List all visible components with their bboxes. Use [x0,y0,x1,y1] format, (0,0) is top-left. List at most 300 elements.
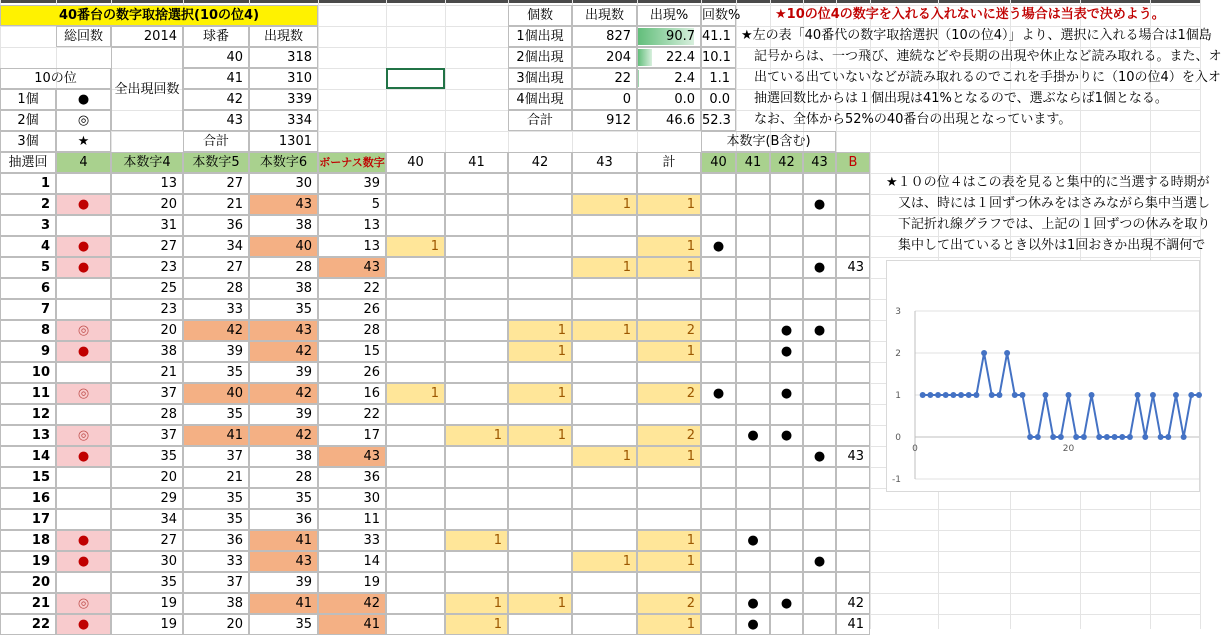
cell-d[interactable]: 28 [318,320,386,341]
cell-d[interactable]: 30 [318,488,386,509]
cell-d41[interactable] [445,173,508,194]
cell-h43[interactable]: ● [803,551,836,572]
cell-h43[interactable] [803,173,836,194]
header-6[interactable]: 40 [386,152,445,173]
cell-m[interactable]: ◎ [56,425,111,446]
cell-b[interactable]: 37 [183,446,249,467]
cell-h42[interactable] [770,236,803,257]
cell-h41[interactable] [736,257,770,278]
cell-h42[interactable]: ● [770,320,803,341]
cell-bn[interactable] [836,467,870,488]
cell-m[interactable]: ● [56,236,111,257]
cell-d43[interactable] [572,173,637,194]
cell-d43[interactable] [572,467,637,488]
cell-h40[interactable] [701,341,736,362]
cell-t[interactable]: 2 [637,320,701,341]
cell-b[interactable]: 38 [183,593,249,614]
cell-d40[interactable] [386,320,445,341]
cell-n[interactable]: 2 [0,194,56,215]
cell-d[interactable]: 15 [318,341,386,362]
cell-d41[interactable] [445,215,508,236]
cell-d42[interactable] [508,299,572,320]
cell-c[interactable]: 30 [249,173,318,194]
cell-d43[interactable]: 1 [572,446,637,467]
cell-a[interactable]: 19 [111,593,183,614]
cell-d43[interactable] [572,404,637,425]
cell-t[interactable] [637,215,701,236]
cell-t[interactable] [637,509,701,530]
cell-c[interactable]: 36 [249,509,318,530]
cell-h41[interactable]: ● [736,593,770,614]
cell-a[interactable]: 29 [111,488,183,509]
cell-n[interactable]: 7 [0,299,56,320]
cell-h40[interactable] [701,488,736,509]
cell-bn[interactable] [836,236,870,257]
cell-bn[interactable] [836,488,870,509]
header-13[interactable]: 42 [770,152,803,173]
header-7[interactable]: 41 [445,152,508,173]
header-10[interactable]: 計 [637,152,701,173]
cell-h40[interactable] [701,194,736,215]
cell-d40[interactable]: 1 [386,236,445,257]
cell-m[interactable]: ● [56,257,111,278]
cell-h40[interactable] [701,215,736,236]
cell-h42[interactable] [770,194,803,215]
cell-bn[interactable] [836,362,870,383]
cell-t[interactable] [637,278,701,299]
cell-d[interactable]: 11 [318,509,386,530]
cell-bn[interactable] [836,509,870,530]
cell-c[interactable]: 28 [249,257,318,278]
cell-d40[interactable] [386,593,445,614]
cell-m[interactable] [56,467,111,488]
cell-h42[interactable] [770,446,803,467]
cell-bn[interactable]: 43 [836,446,870,467]
cell-b[interactable]: 33 [183,299,249,320]
cell-d42[interactable]: 1 [508,383,572,404]
cell-d42[interactable] [508,278,572,299]
cell-m[interactable] [56,215,111,236]
cell-m[interactable]: ● [56,614,111,635]
cell-d[interactable]: 17 [318,425,386,446]
cell-d42[interactable] [508,173,572,194]
cell-h42[interactable] [770,572,803,593]
cell-t[interactable]: 1 [637,530,701,551]
cell-a[interactable]: 25 [111,278,183,299]
cell-h41[interactable] [736,509,770,530]
cell-h42[interactable]: ● [770,341,803,362]
header-4[interactable]: 本数字6 [249,152,318,173]
cell-d42[interactable] [508,236,572,257]
cell-b[interactable]: 40 [183,383,249,404]
cell-bn[interactable] [836,425,870,446]
cell-h41[interactable]: ● [736,530,770,551]
cell-d42[interactable] [508,257,572,278]
cell-d[interactable]: 13 [318,215,386,236]
cell-n[interactable]: 16 [0,488,56,509]
header-0[interactable]: 抽選回 [0,152,56,173]
header-2[interactable]: 本数字4 [111,152,183,173]
cell-n[interactable]: 17 [0,509,56,530]
cell-d[interactable]: 43 [318,446,386,467]
cell-b[interactable]: 21 [183,194,249,215]
cell-b[interactable]: 37 [183,572,249,593]
cell-h42[interactable] [770,299,803,320]
cell-bn[interactable] [836,341,870,362]
cell-d42[interactable] [508,551,572,572]
cell-n[interactable]: 5 [0,257,56,278]
cell-n[interactable]: 6 [0,278,56,299]
cell-h41[interactable] [736,404,770,425]
cell-bn[interactable] [836,320,870,341]
cell-d[interactable]: 13 [318,236,386,257]
cell-m[interactable] [56,509,111,530]
cell-d43[interactable] [572,278,637,299]
cell-bn[interactable] [836,530,870,551]
cell-d[interactable]: 41 [318,614,386,635]
cell-c[interactable]: 40 [249,236,318,257]
cell-h40[interactable] [701,320,736,341]
line-chart[interactable] [886,260,1200,492]
cell-h43[interactable] [803,614,836,635]
cell-h40[interactable] [701,425,736,446]
cell-h42[interactable] [770,614,803,635]
cell-h41[interactable] [736,362,770,383]
cell-m[interactable] [56,362,111,383]
cell-bn[interactable] [836,173,870,194]
cell-d[interactable]: 14 [318,551,386,572]
cell-d42[interactable] [508,530,572,551]
cell-d43[interactable] [572,299,637,320]
cell-bn[interactable] [836,572,870,593]
cell-h42[interactable] [770,404,803,425]
cell-a[interactable]: 31 [111,215,183,236]
cell-h43[interactable] [803,572,836,593]
header-9[interactable]: 43 [572,152,637,173]
cell-c[interactable]: 35 [249,299,318,320]
cell-m[interactable]: ● [56,341,111,362]
cell-d43[interactable]: 1 [572,320,637,341]
cell-h40[interactable] [701,278,736,299]
cell-d[interactable]: 16 [318,383,386,404]
cell-d42[interactable]: 1 [508,593,572,614]
cell-bn[interactable] [836,299,870,320]
cell-c[interactable]: 35 [249,614,318,635]
cell-m[interactable] [56,572,111,593]
cell-h40[interactable] [701,362,736,383]
cell-t[interactable] [637,488,701,509]
cell-a[interactable]: 27 [111,530,183,551]
cell-h41[interactable] [736,299,770,320]
cell-h42[interactable] [770,488,803,509]
cell-d41[interactable]: 1 [445,593,508,614]
cell-b[interactable]: 42 [183,320,249,341]
cell-h40[interactable] [701,404,736,425]
cell-b[interactable]: 35 [183,509,249,530]
cell-h43[interactable] [803,404,836,425]
cell-n[interactable]: 3 [0,215,56,236]
cell-d42[interactable] [508,404,572,425]
cell-a[interactable]: 34 [111,509,183,530]
cell-n[interactable]: 9 [0,341,56,362]
cell-t[interactable] [637,404,701,425]
cell-c[interactable]: 35 [249,488,318,509]
cell-d43[interactable]: 1 [572,194,637,215]
cell-d40[interactable] [386,425,445,446]
cell-b[interactable]: 27 [183,257,249,278]
cell-d43[interactable] [572,530,637,551]
cell-h41[interactable]: ● [736,425,770,446]
cell-t[interactable] [637,299,701,320]
cell-d43[interactable] [572,362,637,383]
cell-d40[interactable] [386,194,445,215]
cell-a[interactable]: 23 [111,299,183,320]
cell-c[interactable]: 42 [249,383,318,404]
cell-d40[interactable] [386,215,445,236]
cell-bn[interactable]: 42 [836,593,870,614]
cell-d40[interactable] [386,467,445,488]
cell-h41[interactable] [736,173,770,194]
cell-h40[interactable] [701,467,736,488]
cell-h40[interactable] [701,530,736,551]
cell-b[interactable]: 34 [183,236,249,257]
header-14[interactable]: 43 [803,152,836,173]
cell-h40[interactable] [701,299,736,320]
cell-d41[interactable] [445,257,508,278]
cell-m[interactable] [56,488,111,509]
cell-d41[interactable]: 1 [445,530,508,551]
cell-t[interactable] [637,173,701,194]
header-8[interactable]: 42 [508,152,572,173]
cell-d42[interactable] [508,488,572,509]
cell-n[interactable]: 1 [0,173,56,194]
cell-h40[interactable] [701,173,736,194]
cell-h43[interactable] [803,215,836,236]
cell-b[interactable]: 36 [183,215,249,236]
cell-d43[interactable] [572,425,637,446]
cell-d43[interactable] [572,488,637,509]
cell-b[interactable]: 21 [183,467,249,488]
cell-d40[interactable]: 1 [386,383,445,404]
cell-a[interactable]: 20 [111,320,183,341]
cell-t[interactable]: 1 [637,446,701,467]
cell-n[interactable]: 21 [0,593,56,614]
cell-a[interactable]: 28 [111,404,183,425]
cell-t[interactable]: 2 [637,593,701,614]
cell-d[interactable]: 19 [318,572,386,593]
cell-d41[interactable] [445,362,508,383]
cell-d40[interactable] [386,362,445,383]
cell-t[interactable] [637,572,701,593]
cell-h41[interactable] [736,194,770,215]
cell-b[interactable]: 33 [183,551,249,572]
cell-d42[interactable] [508,362,572,383]
cell-d41[interactable]: 1 [445,425,508,446]
cell-bn[interactable] [836,404,870,425]
cell-bn[interactable] [836,278,870,299]
cell-h40[interactable] [701,572,736,593]
cell-d40[interactable] [386,614,445,635]
cell-d40[interactable] [386,173,445,194]
cell-d[interactable]: 26 [318,362,386,383]
cell-h41[interactable] [736,488,770,509]
cell-a[interactable]: 21 [111,362,183,383]
cell-d42[interactable] [508,194,572,215]
cell-d40[interactable] [386,488,445,509]
cell-d40[interactable] [386,341,445,362]
cell-m[interactable] [56,278,111,299]
cell-t[interactable]: 1 [637,236,701,257]
cell-h42[interactable] [770,530,803,551]
cell-d40[interactable] [386,257,445,278]
cell-a[interactable]: 23 [111,257,183,278]
cell-d42[interactable]: 1 [508,341,572,362]
cell-h43[interactable]: ● [803,257,836,278]
cell-h41[interactable] [736,320,770,341]
cell-d41[interactable] [445,551,508,572]
cell-d43[interactable]: 1 [572,551,637,572]
cell-h43[interactable]: ● [803,194,836,215]
cell-h43[interactable] [803,362,836,383]
cell-h43[interactable] [803,593,836,614]
cell-d41[interactable] [445,236,508,257]
cell-h43[interactable] [803,341,836,362]
cell-h40[interactable]: ● [701,236,736,257]
cell-b[interactable]: 36 [183,530,249,551]
cell-d40[interactable] [386,299,445,320]
cell-d41[interactable] [445,383,508,404]
cell-d[interactable]: 22 [318,278,386,299]
cell-d[interactable]: 43 [318,257,386,278]
cell-a[interactable]: 35 [111,572,183,593]
cell-c[interactable]: 43 [249,194,318,215]
cell-c[interactable]: 38 [249,215,318,236]
cell-h43[interactable] [803,425,836,446]
cell-h41[interactable] [736,236,770,257]
cell-h42[interactable] [770,173,803,194]
cell-c[interactable]: 42 [249,425,318,446]
cell-b[interactable]: 27 [183,173,249,194]
cell-d42[interactable] [508,467,572,488]
cell-n[interactable]: 10 [0,362,56,383]
cell-h40[interactable] [701,509,736,530]
cell-d43[interactable] [572,572,637,593]
cell-c[interactable]: 41 [249,593,318,614]
cell-t[interactable]: 1 [637,614,701,635]
cell-h42[interactable]: ● [770,425,803,446]
cell-n[interactable]: 20 [0,572,56,593]
cell-d43[interactable] [572,509,637,530]
cell-b[interactable]: 35 [183,404,249,425]
cell-d[interactable]: 36 [318,467,386,488]
cell-d40[interactable] [386,404,445,425]
selected-cell[interactable] [386,68,445,89]
cell-h42[interactable]: ● [770,383,803,404]
cell-h42[interactable] [770,362,803,383]
cell-t[interactable] [637,362,701,383]
cell-c[interactable]: 39 [249,572,318,593]
cell-d43[interactable] [572,383,637,404]
cell-c[interactable]: 39 [249,404,318,425]
cell-t[interactable]: 1 [637,194,701,215]
header-12[interactable]: 41 [736,152,770,173]
cell-h40[interactable] [701,593,736,614]
cell-n[interactable]: 11 [0,383,56,404]
cell-m[interactable]: ◎ [56,383,111,404]
cell-h42[interactable] [770,467,803,488]
cell-h41[interactable] [736,341,770,362]
cell-h43[interactable] [803,509,836,530]
cell-h43[interactable] [803,467,836,488]
cell-c[interactable]: 43 [249,320,318,341]
cell-a[interactable]: 37 [111,425,183,446]
cell-m[interactable]: ● [56,530,111,551]
cell-d43[interactable] [572,215,637,236]
cell-b[interactable]: 20 [183,614,249,635]
cell-bn[interactable] [836,383,870,404]
cell-m[interactable] [56,299,111,320]
cell-d43[interactable] [572,236,637,257]
header-15[interactable]: B [836,152,870,173]
cell-c[interactable]: 39 [249,362,318,383]
cell-d41[interactable] [445,194,508,215]
cell-h40[interactable] [701,446,736,467]
cell-h43[interactable] [803,236,836,257]
cell-d40[interactable] [386,446,445,467]
cell-a[interactable]: 19 [111,614,183,635]
cell-n[interactable]: 13 [0,425,56,446]
cell-d42[interactable]: 1 [508,320,572,341]
cell-d42[interactable] [508,572,572,593]
cell-d41[interactable] [445,467,508,488]
cell-t[interactable] [637,467,701,488]
cell-h41[interactable] [736,572,770,593]
cell-h41[interactable] [736,551,770,572]
cell-t[interactable]: 1 [637,551,701,572]
cell-b[interactable]: 39 [183,341,249,362]
cell-m[interactable]: ● [56,551,111,572]
cell-m[interactable]: ● [56,194,111,215]
cell-h43[interactable] [803,299,836,320]
cell-bn[interactable]: 41 [836,614,870,635]
cell-t[interactable]: 1 [637,341,701,362]
cell-d41[interactable] [445,320,508,341]
cell-d[interactable]: 42 [318,593,386,614]
cell-b[interactable]: 41 [183,425,249,446]
cell-d[interactable]: 33 [318,530,386,551]
cell-h43[interactable] [803,278,836,299]
cell-m[interactable]: ◎ [56,593,111,614]
cell-d[interactable]: 22 [318,404,386,425]
cell-n[interactable]: 14 [0,446,56,467]
cell-a[interactable]: 37 [111,383,183,404]
cell-d42[interactable] [508,509,572,530]
cell-d41[interactable] [445,299,508,320]
cell-a[interactable]: 27 [111,236,183,257]
cell-d41[interactable] [445,278,508,299]
cell-n[interactable]: 18 [0,530,56,551]
cell-h40[interactable] [701,551,736,572]
cell-d42[interactable] [508,614,572,635]
cell-bn[interactable] [836,194,870,215]
cell-n[interactable]: 4 [0,236,56,257]
cell-a[interactable]: 20 [111,467,183,488]
cell-h40[interactable]: ● [701,383,736,404]
cell-h40[interactable] [701,257,736,278]
cell-h42[interactable] [770,215,803,236]
cell-bn[interactable] [836,551,870,572]
cell-h41[interactable] [736,383,770,404]
